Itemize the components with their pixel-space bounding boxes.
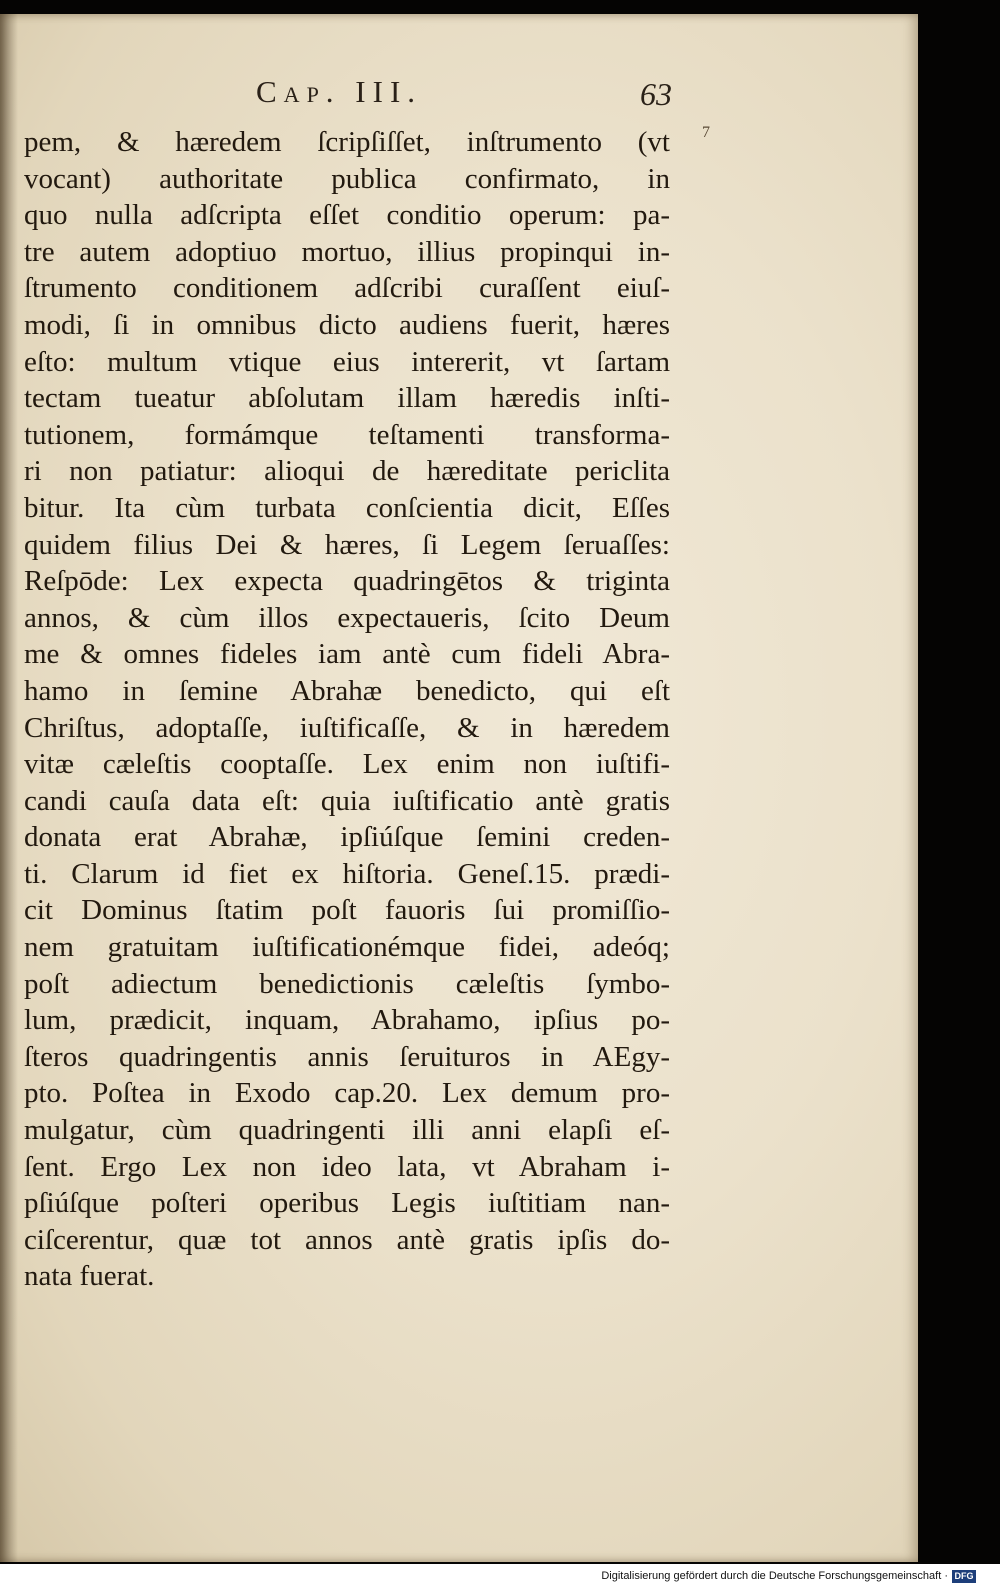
text-line: annos, & cùm illos expectaueris, ſcito Deum xyxy=(24,601,670,634)
text-line: tre autem adoptiuo mortuo, illius propinqui in- xyxy=(24,235,670,268)
text-line: ri non patiatur: alioqui de hæreditate periclita xyxy=(24,455,670,488)
page-number: 63 xyxy=(640,76,672,112)
text-line: pſiúſque poſteri operibus Legis iuſtitiam nan- xyxy=(24,1187,670,1220)
text-line: donata erat Abrahæ, ipſiúſque ſemini creden- xyxy=(24,821,670,854)
text-line: ſent. Ergo Lex non ideo lata, vt Abraham i- xyxy=(24,1150,670,1183)
gutter-shadow xyxy=(0,14,18,1562)
text-line: Chriſtus, adoptaſſe, iuſtificaſſe, & in hæredem xyxy=(24,711,670,744)
text-line: pem, & hæredem ſcripſiſſet, inſtrumento (vt xyxy=(24,126,670,158)
running-head xyxy=(0,72,918,141)
text-line: poſt adiectum benedictionis cæleſtis ſymbo- xyxy=(24,967,670,1000)
text-line: eſto: multum vtique eius intererit, vt ſartam xyxy=(24,345,670,378)
text-line: lum, prædicit, inquam, Abrahamo, ipſius po- xyxy=(24,1004,670,1037)
text-line: quo nulla adſcripta eſſet conditio operum: pa- xyxy=(24,199,670,232)
funding-credit: Digitalisierung gefördert durch die Deutsche Forschungsgemeinschaft · xyxy=(601,1570,948,1582)
text-line: Reſpōde: Lex expecta quadringētos & triginta xyxy=(24,565,670,598)
text-line: hamo in ſemine Abrahæ benedicto, qui eſt xyxy=(24,674,670,707)
text-line: tectam tueatur abſolutam illam hæredis inſti- xyxy=(24,382,670,415)
text-line: ſtrumento conditionem adſcribi curaſſent eiuſ- xyxy=(24,272,670,305)
text-line: nem gratuitam iuſtificationémque fidei, adeóq; xyxy=(24,931,670,964)
corner-mark: 7 xyxy=(702,124,710,141)
text-line: candi cauſa data eſt: quia iuſtificatio antè gratis xyxy=(24,784,670,817)
text-line: quidem filius Dei & hæres, ſi Legem ſeruaſſes: xyxy=(24,528,670,561)
text-line: modi, ſi in omnibus dicto audiens fuerit, hæres xyxy=(24,308,670,341)
text-line: ciſcerentur, quæ tot annos antè gratis ipſis do- xyxy=(24,1223,670,1256)
chapter-heading: Cap. III. xyxy=(256,74,423,109)
text-line: bitur. Ita cùm turbata conſcientia dicit, Eſſes xyxy=(24,491,670,524)
text-line: cit Dominus ſtatim poſt fauoris ſui promiſſio- xyxy=(24,894,670,927)
text-line: vitæ cæleſtis cooptaſſe. Lex enim non iuſtifi- xyxy=(24,748,670,781)
text-line: mulgatur, cùm quadringenti illi anni elapſi eſ- xyxy=(24,1114,670,1147)
digitization-footer xyxy=(0,1564,1000,1590)
text-line: vocant) authoritate publica confirmato, in xyxy=(24,162,670,195)
text-line: tutionem, formámque teſtamenti transforma- xyxy=(24,418,670,451)
text-line-last: nata fuerat. xyxy=(24,1260,155,1293)
text-line: ſteros quadringentis annis ſeruituros in AEgy- xyxy=(24,1040,670,1073)
text-line: me & omnes fideles iam antè cum fideli Abra- xyxy=(24,638,670,671)
text-line: ti. Clarum id fiet ex hiſtoria. Geneſ.15. prædi- xyxy=(24,857,670,890)
body-text xyxy=(24,124,670,1295)
dfg-logo-icon: DFG xyxy=(952,1570,976,1583)
text-line: pto. Poſtea in Exodo cap.20. Lex demum pro- xyxy=(24,1077,670,1110)
